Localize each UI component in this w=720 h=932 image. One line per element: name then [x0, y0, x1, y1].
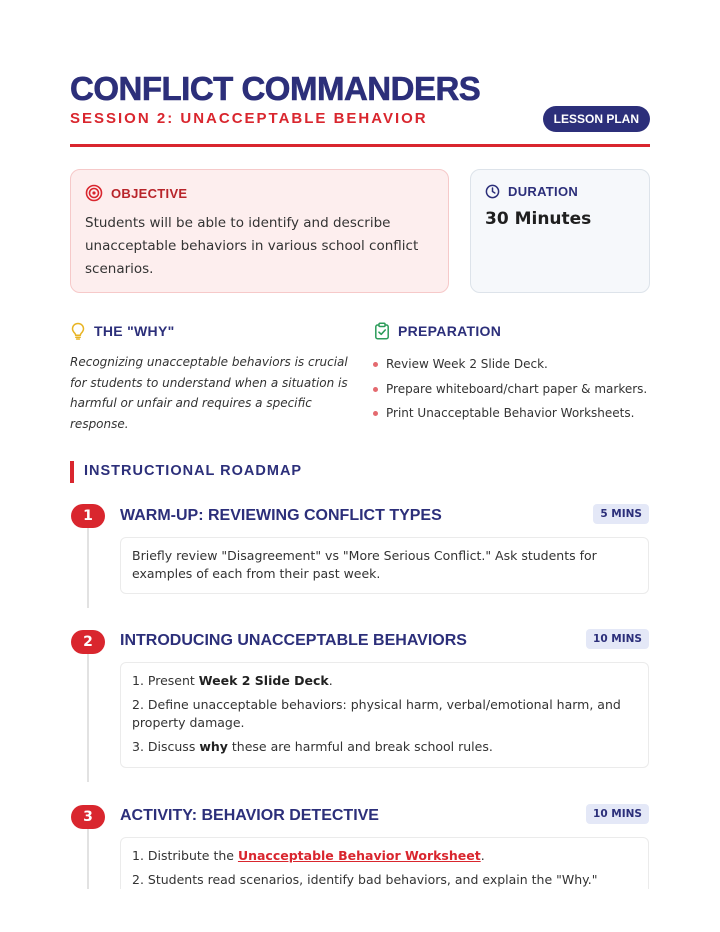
lightbulb-icon — [70, 322, 86, 340]
step-line: 2. Define unacceptable behaviors: physical harm, verbal/emotional harm, and property damage. — [132, 697, 621, 730]
list-item: Print Unacceptable Behavior Worksheets. — [372, 401, 662, 426]
step-title: ACTIVITY: BEHAVIOR DETECTIVE — [120, 807, 379, 824]
step-title: WARM-UP: REVIEWING CONFLICT TYPES — [120, 507, 442, 524]
duration-heading: DURATION — [508, 184, 579, 199]
step-number-badge: 1 — [71, 504, 105, 528]
duration-value: 30 Minutes — [485, 209, 592, 229]
step-line-text: 3. Discuss — [132, 739, 200, 754]
step-content-box — [120, 537, 649, 594]
preparation-heading: PREPARATION — [398, 323, 502, 339]
duration-badge: 10 MINS — [586, 629, 649, 649]
list-item: Prepare whiteboard/chart paper & markers. — [372, 377, 662, 402]
objective-text: Students will be able to identify and describe unacceptable behaviors in various school conflict scenarios. — [85, 215, 419, 277]
step-line-text: . — [328, 673, 333, 688]
step-line — [132, 738, 637, 756]
step-line-text: 1. Present — [132, 673, 199, 688]
duration-badge: 10 MINS — [586, 804, 649, 824]
step-number-badge: 3 — [71, 805, 105, 829]
objective-card — [70, 169, 449, 293]
step-line-bold: why — [199, 739, 228, 754]
worksheet-link[interactable]: Unacceptable Behavior Worksheet — [237, 848, 481, 863]
header-divider — [70, 144, 650, 147]
step-line-text: 1. Distribute the — [132, 848, 238, 863]
why-text: Recognizing unacceptable behaviors is crucial for students to understand when a situation is harmful or unfair and requires a specific response. — [70, 355, 348, 431]
timeline-line — [87, 528, 89, 608]
target-icon — [85, 184, 103, 202]
step-content-box — [120, 662, 649, 768]
why-heading-row — [70, 322, 175, 340]
duration-badge: 5 MINS — [593, 504, 649, 524]
why-heading: THE "WHY" — [94, 323, 175, 339]
preparation-heading-row — [374, 322, 501, 340]
step-line-text: . — [480, 848, 485, 863]
preparation-list — [372, 352, 662, 426]
duration-card — [470, 169, 650, 293]
clipboard-check-icon — [374, 322, 390, 340]
step-description: Briefly review "Disagreement" vs "More Serious Conflict." Ask students for examples of each from their past week. — [132, 548, 597, 581]
list-item: Review Week 2 Slide Deck. — [372, 352, 662, 377]
timeline-line — [87, 654, 89, 782]
step-line: 2. Students read scenarios, identify bad behaviors, and explain the "Why." — [132, 872, 598, 887]
lesson-plan-badge: LESSON PLAN — [543, 106, 650, 132]
objective-heading-row — [85, 184, 434, 202]
objective-heading: OBJECTIVE — [111, 185, 188, 201]
roadmap-accent-bar — [70, 461, 74, 483]
step-number-badge: 2 — [71, 630, 105, 654]
step-line — [132, 672, 637, 690]
timeline-line — [87, 829, 89, 889]
step-line-bold: Week 2 Slide Deck — [198, 673, 329, 688]
roadmap-heading: INSTRUCTIONAL ROADMAP — [84, 463, 303, 479]
clock-icon — [485, 184, 500, 199]
duration-heading-row — [485, 184, 635, 199]
step-line-text: these are harmful and break school rules. — [227, 739, 493, 754]
page-title: CONFLICT COMMANDERS — [70, 70, 481, 107]
page-subtitle: SESSION 2: UNACCEPTABLE BEHAVIOR — [70, 110, 428, 127]
step-title: INTRODUCING UNACCEPTABLE BEHAVIORS — [120, 632, 467, 649]
page-bottom-cutoff — [0, 889, 720, 932]
step-line — [132, 847, 637, 865]
